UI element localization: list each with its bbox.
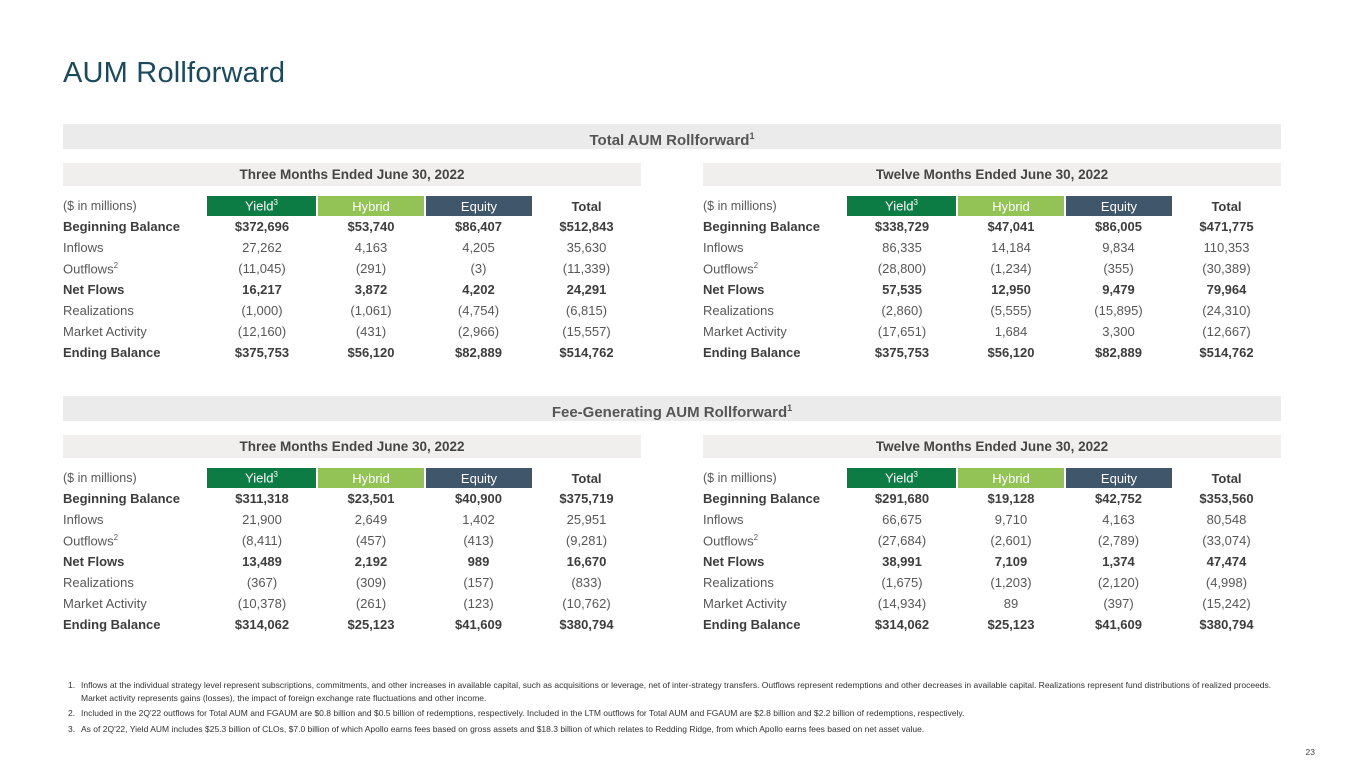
unit-label: ($ in millions) (63, 471, 137, 485)
table-row (703, 593, 1281, 614)
cell-value: (1,203) (990, 575, 1032, 590)
cell-value: 3,872 (354, 282, 388, 297)
footnote-1 (63, 679, 1281, 705)
section-title: Total AUM Rollforward (589, 132, 750, 149)
cell-value: $82,889 (455, 345, 502, 360)
cell-value: 4,163 (354, 240, 388, 255)
row-label: Ending Balance (703, 617, 801, 632)
column-header-yield: Yield$^3$ (847, 196, 957, 216)
column-header-equity: Equity (1065, 468, 1172, 488)
table-row (63, 509, 641, 530)
cell-value: $42,752 (1095, 491, 1142, 506)
cell-value: (431) (355, 324, 387, 339)
row-label: Realizations (703, 303, 774, 318)
table-row (63, 258, 641, 279)
cell-value: 4,163 (1102, 512, 1135, 527)
cell-value: $311,318 (235, 491, 289, 506)
page-title: AUM Rollforward (63, 57, 286, 89)
cell-value: (2,120) (1097, 575, 1140, 590)
cell-value: 1,402 (462, 512, 495, 527)
row-label: Net Flows (63, 554, 125, 569)
table-row (63, 300, 641, 321)
table-row (703, 530, 1281, 551)
table-total-aum-12m (703, 163, 1281, 363)
cell-value: (10,762) (562, 596, 611, 611)
cell-value: $471,775 (1199, 219, 1254, 234)
cell-value: (11,045) (238, 261, 286, 276)
footnote-ref: 2 (753, 532, 759, 542)
cell-value: (12,667) (1202, 324, 1251, 339)
cell-value: (291) (355, 261, 387, 276)
cell-value: $338,729 (874, 219, 930, 234)
column-header-total: Total (1211, 198, 1242, 214)
cell-value: (4,998) (1205, 575, 1248, 590)
unit-label: ($ in millions) (703, 471, 777, 485)
cell-value: $353,560 (1199, 491, 1254, 506)
cell-value: $23,501 (347, 491, 395, 506)
table-row (63, 488, 641, 509)
cell-value: $375,753 (234, 345, 290, 360)
cell-value: 110,353 (1203, 240, 1250, 255)
row-label: Market Activity (63, 324, 147, 339)
cell-value: 4,205 (462, 240, 495, 255)
cell-value: 86,335 (882, 240, 922, 255)
total-aum-tables (63, 163, 1281, 363)
table-row (63, 216, 641, 237)
cell-value: $314,062 (234, 617, 290, 632)
unit-label: ($ in millions) (703, 199, 777, 213)
cell-value: (123) (463, 596, 494, 611)
cell-value: 12,950 (991, 282, 1031, 297)
cell-value: 2,649 (354, 512, 388, 527)
column-header-total: Total (571, 470, 602, 486)
column-header-yield: Yield$^3$ (207, 468, 317, 488)
cell-value: 80,548 (1206, 512, 1247, 527)
cell-value: 9,479 (1102, 282, 1135, 297)
fee-generating-aum-tables (63, 435, 1281, 635)
cell-value: (157) (463, 575, 494, 590)
column-header-yield: Yield$^3$ (207, 196, 317, 216)
row-label: Ending Balance (63, 617, 161, 632)
cell-value: (1,000) (241, 303, 283, 318)
footnote-number: 2. (68, 708, 76, 719)
cell-value: 14,184 (991, 240, 1031, 255)
row-label: Outflows$^2$ (63, 532, 119, 549)
cell-value: 3,300 (1102, 324, 1135, 339)
column-header-hybrid: Hybrid (317, 468, 425, 488)
row-label: Beginning Balance (703, 219, 821, 234)
footnote-number: 1. (68, 680, 76, 690)
footnote-ref: 1 (749, 131, 755, 141)
footnote-2 (63, 707, 1281, 720)
cell-value: 21,900 (242, 512, 282, 527)
cell-value: (355) (1103, 261, 1134, 276)
footnote-number: 3. (68, 723, 76, 734)
cell-value: (2,601) (990, 533, 1032, 548)
cell-value: 27,262 (242, 240, 282, 255)
cell-value: 38,991 (882, 554, 922, 569)
cell-value: $41,609 (455, 617, 502, 632)
cell-value: $291,680 (874, 491, 930, 506)
table-row (703, 321, 1281, 342)
footnote-3 (63, 723, 1281, 736)
cell-value: (2,860) (881, 303, 923, 318)
section-title: Fee-Generating AUM Rollforward (551, 404, 788, 421)
cell-value: (27,684) (877, 533, 927, 548)
cell-value: (413) (463, 533, 494, 548)
table-row (703, 509, 1281, 530)
page-number: 23 (1305, 747, 1315, 757)
footnote-ref: 2 (113, 260, 119, 270)
column-header-equity: Equity (425, 468, 532, 488)
cell-value: 16,670 (566, 554, 607, 569)
cell-value: 1,374 (1102, 554, 1135, 569)
cell-value: (833) (571, 575, 602, 590)
row-label: Outflows$^2$ (63, 260, 119, 277)
footnotes (63, 679, 1281, 736)
cell-value: (261) (355, 596, 387, 611)
row-label: Inflows (63, 240, 104, 255)
table-row (703, 551, 1281, 572)
table-row (703, 488, 1281, 509)
column-header-row (703, 196, 1281, 216)
cell-value: $514,762 (559, 345, 614, 360)
footnote-ref: 3 (273, 198, 278, 208)
cell-value: $375,753 (874, 345, 930, 360)
table-total-aum-3m (63, 163, 641, 363)
cell-value: $314,062 (874, 617, 930, 632)
row-label: Realizations (703, 575, 774, 590)
row-label: Market Activity (63, 596, 147, 611)
cell-value: $86,005 (1095, 219, 1142, 234)
aum-table (703, 196, 1281, 363)
footnote-text: As of 2Q'22, Yield AUM includes $25.3 billion of CLOs, $7.0 billion of which Apollo earns fees based on gross assets and $18.3 billion of which relates to Redding Ridge, from which Apollo earns fees based on net asset value. (81, 723, 925, 734)
row-label: Market Activity (703, 324, 787, 339)
cell-value: (309) (355, 575, 387, 590)
section-header-fee-generating-aum (63, 396, 1281, 421)
cell-value: $372,696 (234, 219, 290, 234)
period-header: Three Months Ended June 30, 2022 (63, 435, 641, 458)
cell-value: $514,762 (1199, 345, 1254, 360)
cell-value: 79,964 (1206, 282, 1247, 297)
cell-value: (5,555) (990, 303, 1032, 318)
column-header-equity: Equity (1065, 196, 1172, 216)
cell-value: 89 (1003, 596, 1019, 611)
column-header-hybrid: Hybrid (957, 468, 1065, 488)
cell-value: $82,889 (1095, 345, 1142, 360)
column-header-hybrid: Hybrid (957, 196, 1065, 216)
row-label: Net Flows (703, 554, 765, 569)
row-label: Net Flows (703, 282, 765, 297)
cell-value: $380,794 (559, 617, 614, 632)
cell-value: 7,109 (994, 554, 1028, 569)
footnote-ref: 2 (113, 532, 119, 542)
cell-value: 35,630 (566, 240, 607, 255)
cell-value: (15,895) (1094, 303, 1143, 318)
footnote-ref: 3 (273, 470, 278, 480)
period-header: Three Months Ended June 30, 2022 (63, 163, 641, 186)
table-fgaum-12m (703, 435, 1281, 635)
cell-value: $53,740 (347, 219, 395, 234)
row-label: Ending Balance (703, 345, 801, 360)
table-row (703, 279, 1281, 300)
cell-value: $25,123 (987, 617, 1035, 632)
row-label: Inflows (703, 512, 744, 527)
cell-value: (8,411) (241, 533, 283, 548)
slide-content (63, 0, 1281, 738)
cell-value: $375,719 (559, 491, 614, 506)
cell-value: (1,234) (990, 261, 1032, 276)
aum-table (63, 468, 641, 635)
table-row (703, 258, 1281, 279)
cell-value: 66,675 (882, 512, 922, 527)
cell-value: (10,378) (237, 596, 287, 611)
cell-value: (1,675) (881, 575, 923, 590)
cell-value: (14,934) (877, 596, 927, 611)
unit-label: ($ in millions) (63, 199, 137, 213)
cell-value: $512,843 (559, 219, 614, 234)
footnote-ref: 2 (753, 260, 759, 270)
cell-value: 2,192 (354, 554, 388, 569)
cell-value: $86,407 (455, 219, 502, 234)
cell-value: 25,951 (566, 512, 607, 527)
table-row (703, 300, 1281, 321)
cell-value: (457) (355, 533, 387, 548)
table-row (703, 216, 1281, 237)
table-row (703, 342, 1281, 363)
column-header-row (703, 468, 1281, 488)
cell-value: 4,202 (462, 282, 495, 297)
table-row (63, 551, 641, 572)
row-label: Beginning Balance (703, 491, 821, 506)
cell-value: 16,217 (242, 282, 282, 297)
aum-table (703, 468, 1281, 635)
cell-value: 57,535 (882, 282, 922, 297)
cell-value: $47,041 (987, 219, 1035, 234)
table-row (63, 572, 641, 593)
cell-value: (2,789) (1097, 533, 1140, 548)
cell-value: 1,684 (994, 324, 1028, 339)
table-row (63, 614, 641, 635)
row-label: Beginning Balance (63, 219, 181, 234)
column-header-hybrid: Hybrid (317, 196, 425, 216)
row-label: Ending Balance (63, 345, 161, 360)
row-label: Inflows (703, 240, 744, 255)
table-row (63, 342, 641, 363)
table-row (63, 530, 641, 551)
row-label: Outflows$^2$ (703, 260, 759, 277)
cell-value: (24,310) (1202, 303, 1251, 318)
column-header-total: Total (571, 198, 602, 214)
cell-value: (15,557) (562, 324, 611, 339)
cell-value: $41,609 (1095, 617, 1142, 632)
row-label: Outflows$^2$ (703, 532, 759, 549)
cell-value: 24,291 (566, 282, 607, 297)
cell-value: (4,754) (457, 303, 500, 318)
column-header-equity: Equity (425, 196, 532, 216)
cell-value: $380,794 (1199, 617, 1254, 632)
footnote-text: Inflows at the individual strategy level represent subscriptions, commitments, and other increases in available capital, such as acquisitions or leverage, net of inter-strategy transfers. Outflows represent redemptions and other decreases in available capital. Realizations represent fund distributions of realized proceeds. Market activity represents gains (losses), the impact of foreign exchange rate fluctuations and other income. (81, 680, 1272, 704)
column-header-row (63, 468, 641, 488)
cell-value: $19,128 (987, 491, 1035, 506)
cell-value: $56,120 (347, 345, 395, 360)
cell-value: (11,339) (562, 261, 611, 276)
cell-value: (30,389) (1202, 261, 1251, 276)
cell-value: $25,123 (347, 617, 395, 632)
cell-value: (367) (246, 575, 278, 590)
cell-value: (15,242) (1202, 596, 1251, 611)
cell-value: (6,815) (565, 303, 608, 318)
cell-value: (33,074) (1202, 533, 1251, 548)
section-header-total-aum (63, 124, 1281, 149)
cell-value: (1,061) (350, 303, 392, 318)
footnote-ref: 3 (913, 198, 918, 208)
cell-value: 989 (467, 554, 490, 569)
cell-value: $56,120 (987, 345, 1035, 360)
cell-value: 9,834 (1102, 240, 1135, 255)
table-fgaum-3m (63, 435, 641, 635)
table-row (703, 572, 1281, 593)
footnote-ref: 3 (913, 470, 918, 480)
footnote-text: Included in the 2Q'22 outflows for Total AUM and FGAUM are $0.8 billion and $0.5 billion of redemptions, respectively. Included in the LTM outflows for Total AUM and FGAUM are $2.8 billion and $2.2 billion of redemptions, respectively. (81, 708, 965, 719)
table-row (703, 237, 1281, 258)
column-header-total: Total (1211, 470, 1242, 486)
cell-value: (17,651) (877, 324, 927, 339)
row-label: Beginning Balance (63, 491, 181, 506)
cell-value: (28,800) (877, 261, 927, 276)
cell-value: 47,474 (1206, 554, 1247, 569)
table-row (63, 593, 641, 614)
row-label: Realizations (63, 303, 134, 318)
aum-table (63, 196, 641, 363)
column-header-row (63, 196, 641, 216)
table-row (63, 237, 641, 258)
row-label: Inflows (63, 512, 104, 527)
cell-value: (12,160) (237, 324, 287, 339)
row-label: Market Activity (703, 596, 787, 611)
table-row (703, 614, 1281, 635)
period-header: Twelve Months Ended June 30, 2022 (703, 163, 1281, 186)
cell-value: (2,966) (457, 324, 500, 339)
cell-value: (397) (1103, 596, 1134, 611)
row-label: Realizations (63, 575, 134, 590)
table-row (63, 321, 641, 342)
cell-value: 9,710 (994, 512, 1028, 527)
row-label: Net Flows (63, 282, 125, 297)
period-header: Twelve Months Ended June 30, 2022 (703, 435, 1281, 458)
cell-value: (9,281) (565, 533, 608, 548)
column-header-yield: Yield$^3$ (847, 468, 957, 488)
cell-value: (3) (470, 261, 487, 276)
cell-value: $40,900 (455, 491, 502, 506)
table-row (63, 279, 641, 300)
footnote-ref: 1 (787, 403, 793, 413)
cell-value: 13,489 (242, 554, 282, 569)
